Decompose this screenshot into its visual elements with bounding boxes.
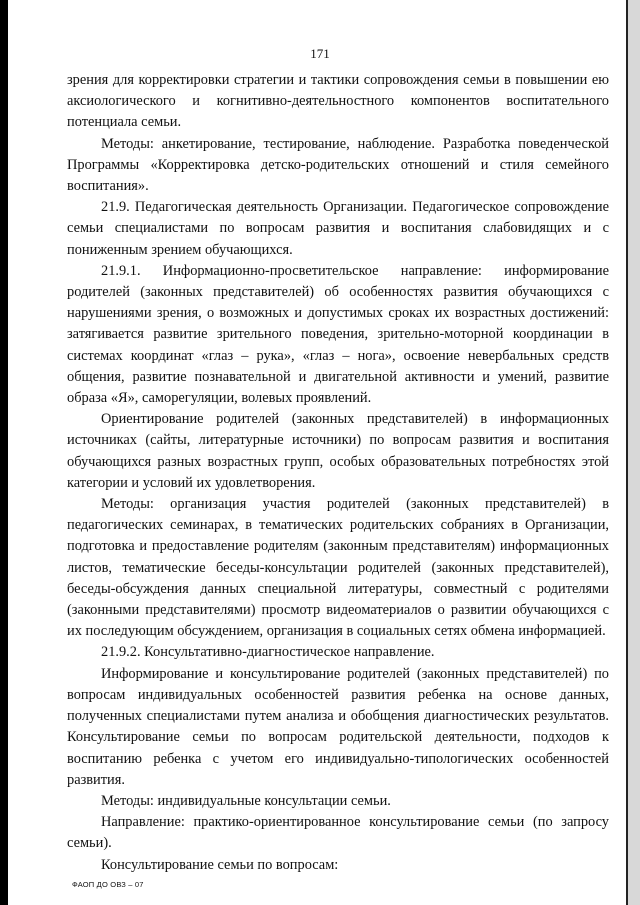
paragraph-9: Методы: индивидуальные консультации семьи. [101, 792, 391, 809]
footer-code: ФАОП ДО ОВЗ – 07 [72, 880, 144, 889]
paragraph-2: Методы: анкетирование, тестирование, наблюдение. Разработка поведенческой Программы «Корректировка детско-родительских отношений и стиля семейного воспитания». [67, 135, 609, 195]
scan-border-right [626, 0, 640, 905]
document-body [67, 70, 609, 876]
paragraph-4: 21.9.1. Информационно-просветительское направление: информирование родителей (законных представителей) об особенностях развития обучающихся с нарушениями зрения, о возможных и допустимых сроках их возрастных достижений: затягивается развитие зрительного поведения, зрительно-моторной координации в системах координат «глаз – рука», «глаз – нога», освоение невербальных средств общения, развитие познавательной и двигательной активности и умений, развитие образа «Я», саморегуляции, волевых проявлений. [67, 262, 609, 407]
page-number: 171 [310, 46, 330, 61]
paragraph-11: Консультирование семьи по вопросам: [101, 856, 339, 873]
paragraph-5: Ориентирование родителей (законных представителей) в информационных источниках (сайты, литературные источники) по вопросам развития и воспитания обучающихся разных возрастных групп, особых образовательных потребностях этой категории и условий их удовлетворения. [67, 411, 609, 491]
paragraph-1: зрения для корректировки стратегии и тактики сопровождения семьи в повышении ею аксиологического и когнитивно-деятельностного компонентов воспитательного потенциала семьи. [67, 72, 609, 131]
paragraph-3: 21.9. Педагогическая деятельность Организации. Педагогическое сопровождение семьи специалистами по вопросам развития и воспитания слабовидящих и с пониженным зрением обучающихся. [67, 199, 609, 258]
paragraph-10: Направление: практико-ориентированное консультирование семьи (по запросу семьи). [67, 814, 609, 852]
paragraph-8: Информирование и консультирование родителей (законных представителей) по вопросам индивидуальных особенностей развития ребенка на основе данных, полученных специалистами путем анализа и обобщения диагностических результатов. Консультирование семьи по вопросам родительской деятельности, подходов к воспитанию ребенка с учетом его индивидуально-типологических особенностей развития. [67, 665, 609, 788]
paragraph-7: 21.9.2. Консультативно-диагностическое направление. [101, 644, 435, 661]
scan-border-left [0, 0, 8, 905]
paragraph-6: Методы: организация участия родителей (законных представителей) в педагогических семинарах, в тематических родительских собраниях в Организации, подготовка и предоставление родителям (законным представителям) информационных листов, тематические беседы-консультации родителей (законных представителей), беседы-обсуждения данных специальной литературы, совместный с родителями (законными представителями) просмотр видеоматериалов о развитии обучающихся с их последующим обсуждением, организация в социальных сетях обмена информацией. [67, 496, 609, 640]
